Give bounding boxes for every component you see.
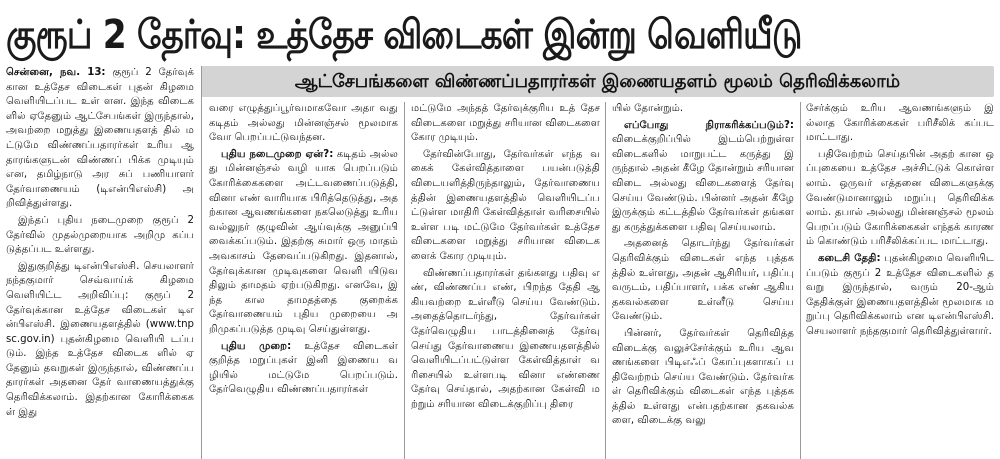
paragraph-text: விண்ணப்பதாரர்கள் தங்களது பதிவு எண், விண்ணப்ப எண், பிறந்த தேதி ஆகியவற்றை உள்ளீடு செய்ய வேண்டும். அதைத்தொடர்ந்து, தேர்வர்கள் தேர்வெழுதிய பாடத்தினைத் தேர்வு செய்து தேர்வாணைய இணையதளத்தில் வெளியிடப்பட்டுள்ள கேள்வித்தாள் வரிசையில் உள்ளபடி வினா எண்ணை தேர்வு செய்தால், அதற்கான கேள்வி மற்றும் சரியான விடைக்குறிப்பு திரை [411, 267, 600, 410]
article-column-1 [6, 66, 194, 459]
section-heading: புதிய முறை: [221, 340, 292, 352]
paragraph [6, 214, 194, 258]
section-heading: புதிய நடைமுறை ஏன்?: [221, 148, 334, 160]
dateline: சென்னை, நவ. 13: [6, 67, 106, 78]
headline: குரூப் 2 தேர்வு: உத்தேச விடைகள் இன்று வெளியீடு [6, 12, 802, 58]
paragraph-text: புதன்கிழமை வெளியிடப்படும் குரூப் 2 உத்தேச விடைகளில் தவறு இருந்தால், வரும் 20-ஆம் தேதிக்குள் இணையதளத்தின் மூலமாக மறுப்பு தெரிவிக்கலாம் என டிஎன்பிஎஸ்சி. செயலாளர் நந்தகுமார் தெரிவித்துள்ளார். [806, 252, 994, 337]
column-divider [800, 102, 801, 459]
paragraph-text: மட்டுமே அந்தத் தேர்வுக்குரிய உத் தேச விடைகளை மறுத்து சரியான விடைகளை கோர முடியும். [411, 103, 600, 144]
paragraph [209, 340, 398, 398]
paragraph [612, 327, 794, 429]
column-divider [404, 102, 405, 459]
subheadline: ஆட்சேபங்களை விண்ணப்பதாரர்கள் இணையதளம் மூலம் தெரிவிக்கலாம் [201, 66, 994, 97]
paragraph [612, 102, 794, 117]
article-column-5 [806, 102, 994, 459]
article-column-4 [612, 102, 794, 459]
paragraph [6, 260, 194, 421]
paragraph [209, 102, 398, 146]
paragraph-text: பதிவேற்றம் செய்தபின் அதற் கான ஒப்புகையை உத்தேச அச்சிட்டுக் கொள்ளலாம். ஒருவர் எத்தனை விடைகளுக்கு வேண்டுமானாலும் மறுப்பு தெரிவிக்கலாம். தபால் அல்லது மின்னஞ்சல் மூலம் பெறப்படும் கோரிக்கைகள் எந்தக் காரணம் கொண்டும் பரிசீலிக்கப்பட மாட்டாது. [806, 148, 994, 248]
section-heading: கடைசி தேதி: [818, 252, 881, 264]
paragraph [6, 66, 194, 212]
article-column-2 [209, 102, 398, 459]
paragraph-text: இந்தப் புதிய நடைமுறை குரூப் 2 தேர்வில் முதல்முறையாக அறிமு கப்படுத்தப்பட உள்ளது. [6, 214, 194, 256]
paragraph [806, 252, 994, 340]
paragraph-text: அதனைத் தொடர்ந்து தேர்வர்கள் தெரிவிக்கும் விடைகள் எந்த புத்தகத்தில் உள்ளது, அதன் ஆசிரியர், பதிப்பு வருடம், பதிப்பாளர், பக்க எண் ஆகிய தகவல்களை உள்ளீடு செய்ய வேண்டும். [612, 238, 794, 323]
paragraph-text: சேர்க்கும் உரிய ஆவணங்களும் இல்லாத கோரிக்கைகள் பரிசீலிக் கப்படமாட்டாது. [806, 103, 994, 144]
paragraph-text: விடைக்குறிப்பில் இடம்பெற்றுள்ள விடைகளில் மாறுபட்ட கருத்து இருந்தால் அதன் கீழே தோன்றும் சரியான விடை அல்லது விடைகளைத் தேர்வு செய்ய வேண்டும். பின்னர் அதன் கீழே இருக்கும் கட்டத்தில் தேர்வர்கள் தங்களது கருத்துக்களை பதிவு செய்யலாம். [612, 134, 794, 233]
paragraph [612, 237, 794, 325]
article-column-3 [411, 102, 600, 459]
paragraph-text: உத்தேச விடைகள் குறித்த மறுப்புகள் இனி இணைய வழியில் மட்டுமே பெறப்படும். தேர்வெழுதிய விண்ணப்பதாரர்கள் [209, 340, 398, 396]
paragraph-text: குரூப் 2 தேர்வுக் கான உத்தேச விடைகள் புதன் கிழமை வெளியிடப்பட உள் ளன. இந்த விடைகளில் ஏதேனும் ஆட்சேபங்கள் இருந்தால், அவற்றை மறுத்து இணையதளத் தில் மட்டுமே விண்ணப்பதாரர்கள் உரிய ஆதாரங்களுடன் விண்ணப் பிக்க முடியும் என, தமிழ்நாடு அர சுப் பணியாளர் தேர்வாணையம் (டிஎன்பிஎஸ்சி) அறிவித்துள்ளது. [6, 67, 194, 210]
paragraph [411, 102, 600, 146]
column-divider [201, 66, 202, 459]
paragraph-text: கடிதம் அல்லது மின்னஞ்சல் வழி யாக பெறப்படும் கோரிக்கைகளை அட்டவணைப்படுத்தி, வினா எண் வாரியாக பிரித்தெடுத்து, அதற்கான ஆவணங்களை நகலெடுத்து உரிய வல்லுநர் குழுவின் ஆய்வுக்கு அனுப்பி வைக்கப்படும். இதற்கு சுமார் ஒரு மாதம் அவகாசம் தேவைப்படுகிறது. இதனால், தேர்வுக்கான முடிவுகளை வெளி யிடுவதிலும் தாமதம் ஏற்படுகிறது. எனவே, இந்த கால தாமதத்தை குறைக்க தேர்வாணையம் புதிய முறையை அறிமுகப்படுத்த முடிவு செய்துள்ளது. [209, 148, 398, 335]
section-heading: எப்போது நிராகரிக்கப்படும்?: [624, 119, 794, 131]
paragraph-text: இதுகுறித்து டிஎன்பிஎஸ்சி. செயலாளர் நந்தகுமார் செவ்வாய்க் கிழமை வெளியிட்ட அறிவிப்பு: குரூப் 2 தேர்வுக்கான உத்தேச விடைகள் டிஎன்பிஎஸ்சி. இணையதளத்தில் (www.tnpsc.gov.in) புதன்கிழமை வெளியி டப்படும். இந்த உத்தேச விடைக ளில் ஏதேனும் தவறுகள் இருந்தால், விண்ணப்பதாரர்கள் அதனை தேர் வாணையத்துக்கு தெரிவிக்கலாம். இதற்கான கோரிக்கைகள் இது [6, 260, 194, 418]
paragraph [209, 148, 398, 338]
paragraph [806, 148, 994, 250]
article-body [6, 66, 994, 459]
paragraph-text: பின்னர், தேர்வர்கள் தெரிவித்த விடைக்கு வலுச்சேர்க்கும் உரிய ஆவணங்களை பிடிஎஃப் கோப்புகளாகப் பதிவேற்றம் செய்ய வேண்டும். தேர்வர்கள் தெரிவிக்கும் விடைகள் எந்த புத்தகத்தில் உள்ளது என்பதற்கான தகவல்களை, விடைக்கு வலு [612, 327, 794, 427]
paragraph-text: தேர்வின்போது, தேர்வர்கள் எந்த வகைக் கேள்வித்தாளை பயன்படுத்தி விடையளித்திருந்தாலும், தேர்வாணையத்தின் இணையதளத்தில் வெளியிடப்பட்டுள்ள மாதிரி கேள்வித்தாள் வரிசையில் உள்ள படி மட்டுமே தேர்வர்கள் உத்தேச விடைகளை மறுத்து சரியான விடைகளைக் கோர முடியும். [411, 148, 600, 262]
column-divider [605, 102, 606, 459]
paragraph [411, 148, 600, 265]
paragraph [411, 267, 600, 413]
paragraph-text: யில் தோன்றும். [612, 103, 684, 114]
paragraph [612, 119, 794, 236]
paragraph [806, 102, 994, 146]
paragraph-text: வரை எழுத்துப்பூர்வமாகவோ அதா வது கடிதம் அல்லது மின்னஞ்சல் மூலமாகவோ பெறப்பட்டுவந்தன. [209, 103, 398, 144]
